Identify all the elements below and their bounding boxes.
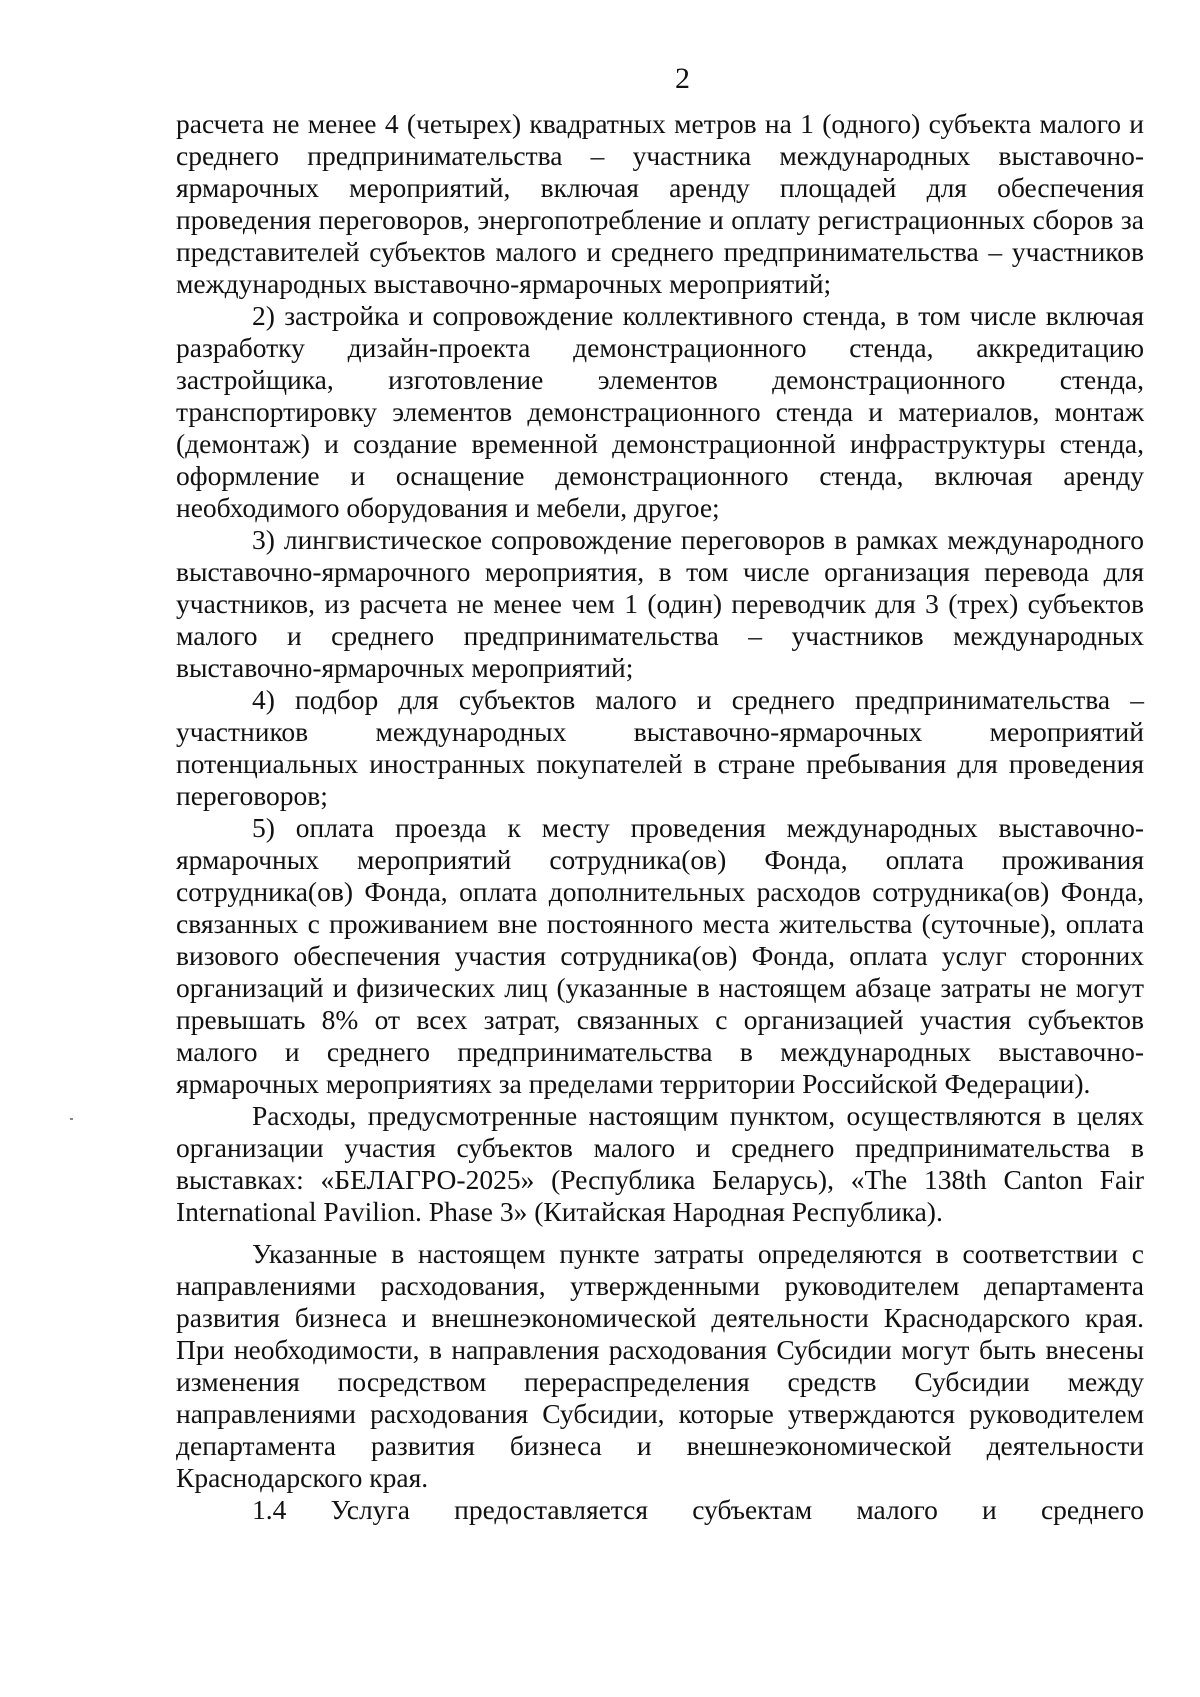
paragraph-item-3: 3) лингвистическое сопровождение переговоров в рамках международного выставочно-ярмарочного мероприятия, в том числе организация перевода для участников, из расчета не менее чем 1 (один) переводчик для 3 (трех) субъектов малого и среднего предпринимательства – участников международных выставочно-ярмарочных мероприятий;	[176, 524, 1144, 683]
paragraph-stand-area: расчета не менее 4 (четырех) квадратных метров на 1 (одного) субъекта малого и среднего предпринимательства – участника международных выставочно-ярмарочных мероприятий, включая аренду площадей для обеспечения проведения переговоров, энергопотребление и оплату регистрационных сборов за представителей субъектов малого и среднего предпринимательства – участников международных выставочно-ярмарочных мероприятий;	[176, 108, 1144, 299]
document-body	[176, 108, 1144, 1526]
paragraph-section-1-4: 1.4 Услуга предоставляется субъектам малого и среднего	[252, 1494, 1144, 1525]
scan-artifact	[70, 1118, 73, 1120]
paragraph-item-5: 5) оплата проезда к месту проведения международных выставочно-ярмарочных мероприятий сотрудника(ов) Фонда, оплата проживания сотрудника(ов) Фонда, оплата дополнительных расходов сотрудника(ов) Фонда, связанных с проживанием вне постоянного места жительства (суточные), оплата визового обеспечения участия сотрудника(ов) Фонда, оплата услуг сторонних организаций и физических лиц (указанные в настоящем абзаце затраты не могут превышать 8% от всех затрат, связанных с организацией участия субъектов малого и среднего предпринимательства в международных выставочно-ярмарочных мероприятиях за пределами территории Российской Федерации).	[176, 812, 1144, 1099]
page-number: 2	[675, 62, 690, 95]
paragraph-directions: Указанные в настоящем пункте затраты определяются в соответствии с направлениями расходования, утвержденными руководителем департамента развития бизнеса и внешнеэкономической деятельности Краснодарского края. При необходимости, в направления расходования Субсидии могут быть внесены изменения посредством перераспределения средств Субсидии между направлениями расходования Субсидии, которые утверждаются руководителем департамента развития бизнеса и внешнеэкономической деятельности Краснодарского края.	[176, 1238, 1144, 1493]
paragraph-item-2: 2) застройка и сопровождение коллективного стенда, в том числе включая разработку дизайн-проекта демонстрационного стенда, аккредитацию застройщика, изготовление элементов демонстрационного стенда, транспортировку элементов демонстрационного стенда и материалов, монтаж (демонтаж) и создание временной демонстрационной инфраструктуры стенда, оформление и оснащение демонстрационного стенда, включая аренду необходимого оборудования и мебели, другое;	[176, 300, 1144, 523]
paragraph-expenses: Расходы, предусмотренные настоящим пунктом, осуществляются в целях организации участия субъектов малого и среднего предпринимательства в выставках: «БЕЛАГРО-2025» (Республика Беларусь), «The 138th Canton Fair International Pavilion. Phase 3» (Китайская Народная Республика).	[176, 1100, 1144, 1227]
paragraph-item-4: 4) подбор для субъектов малого и среднего предпринимательства – участников международных выставочно-ярмарочных мероприятий потенциальных иностранных покупателей в стране пребывания для проведения переговоров;	[176, 684, 1144, 811]
